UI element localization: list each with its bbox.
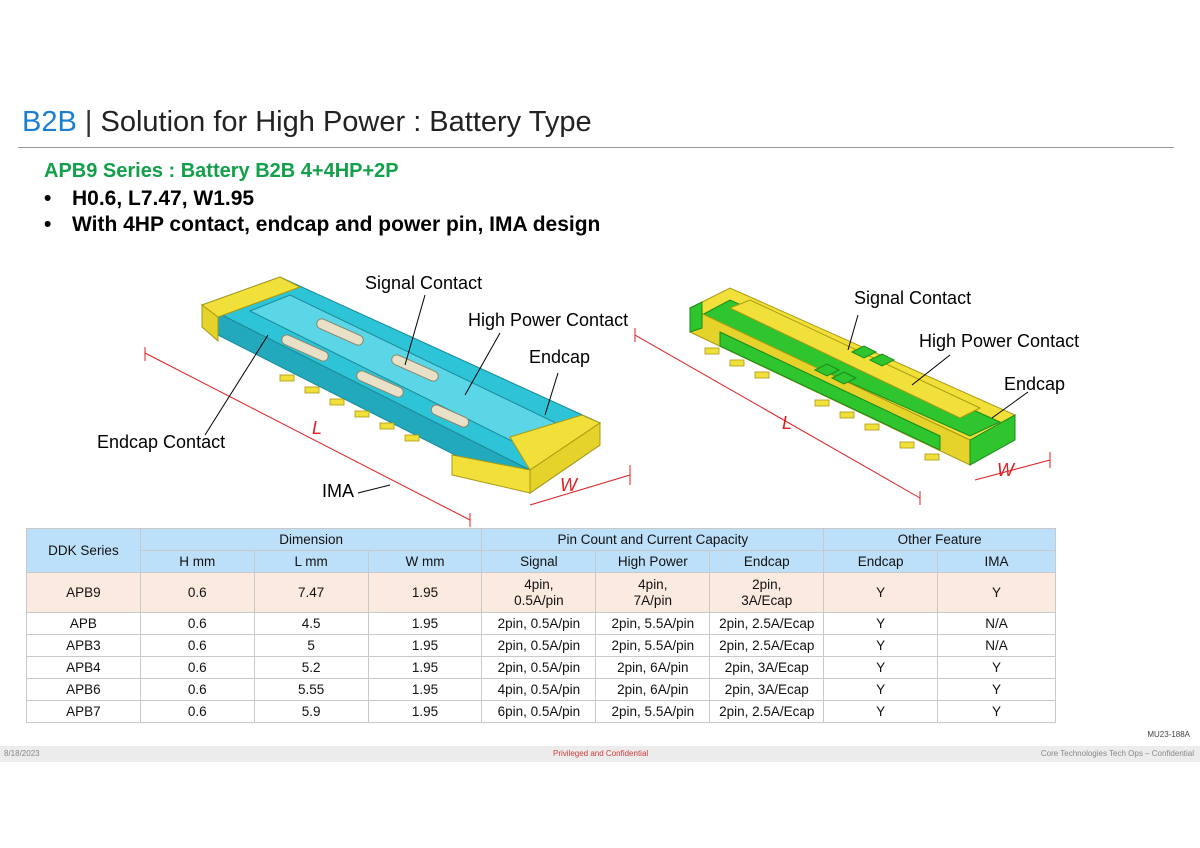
cell: 0.6 bbox=[140, 701, 254, 723]
callout-signal-contact: Signal Contact bbox=[365, 273, 483, 293]
cell: Y bbox=[938, 701, 1056, 723]
cell-line: 3A/Ecap bbox=[741, 592, 793, 608]
cell: 5 bbox=[254, 635, 368, 657]
cell: 2pin, 5.5A/pin bbox=[596, 613, 710, 635]
cell: N/A bbox=[938, 635, 1056, 657]
table-row bbox=[27, 635, 1056, 657]
doc-id: MU23-188A bbox=[1147, 730, 1190, 739]
header-col: L mm bbox=[254, 551, 368, 573]
callout-signal-contact: Signal Contact bbox=[854, 288, 972, 308]
cell: 2pin, 5.5A/pin bbox=[596, 635, 710, 657]
bullet-list bbox=[44, 187, 600, 239]
dim-width-label: W bbox=[560, 475, 577, 495]
callout-endcap: Endcap bbox=[1004, 374, 1066, 394]
header-group-pin-count: Pin Count and Current Capacity bbox=[482, 529, 824, 551]
cell: APB4 bbox=[27, 657, 141, 679]
cell: 0.6 bbox=[140, 657, 254, 679]
cell: 7.47 bbox=[254, 573, 368, 613]
cell bbox=[482, 573, 596, 613]
cell: 0.6 bbox=[140, 635, 254, 657]
cell: 1.95 bbox=[368, 657, 482, 679]
cell: 2pin, 3A/Ecap bbox=[710, 679, 824, 701]
cell: Y bbox=[824, 701, 938, 723]
cell-line: 7A/pin bbox=[633, 592, 672, 608]
cell: 1.95 bbox=[368, 679, 482, 701]
bullet-text: With 4HP contact, endcap and power pin, IMA design bbox=[72, 213, 601, 236]
cell: 4pin, 0.5A/pin bbox=[482, 679, 596, 701]
table-row bbox=[27, 701, 1056, 723]
header-col: W mm bbox=[368, 551, 482, 573]
connector-figure-left bbox=[90, 265, 650, 530]
cell: 2pin, 0.5A/pin bbox=[482, 635, 596, 657]
bullet-glyph: • bbox=[44, 187, 52, 210]
header-col: High Power bbox=[596, 551, 710, 573]
header-series: DDK Series bbox=[27, 529, 141, 573]
cell bbox=[596, 573, 710, 613]
cell: 6pin, 0.5A/pin bbox=[482, 701, 596, 723]
cell: 2pin, 6A/pin bbox=[596, 657, 710, 679]
bullet-item bbox=[44, 213, 600, 239]
dim-length-label: L bbox=[312, 418, 323, 438]
slide-title bbox=[22, 106, 592, 139]
spec-table bbox=[26, 528, 1056, 723]
cell: 2pin, 2.5A/Ecap bbox=[710, 701, 824, 723]
cell: Y bbox=[938, 657, 1056, 679]
cell: 2pin, 0.5A/pin bbox=[482, 657, 596, 679]
header-col: H mm bbox=[140, 551, 254, 573]
dim-width-label: W bbox=[997, 460, 1014, 480]
footer-bar bbox=[0, 746, 1200, 762]
cell: APB3 bbox=[27, 635, 141, 657]
title-text: Solution for High Power : Battery Type bbox=[100, 106, 592, 138]
cell: 2pin, 2.5A/Ecap bbox=[710, 613, 824, 635]
table-subheader-row bbox=[27, 551, 1056, 573]
series-subtitle: APB9 Series : Battery B2B 4+4HP+2P bbox=[44, 160, 399, 182]
footer-date: 8/18/2023 bbox=[4, 749, 40, 758]
bullet-glyph: • bbox=[44, 213, 52, 236]
cell: 4.5 bbox=[254, 613, 368, 635]
cell: N/A bbox=[938, 613, 1056, 635]
cell: Y bbox=[824, 679, 938, 701]
cell: 2pin, 6A/pin bbox=[596, 679, 710, 701]
cell-line: 4pin, bbox=[638, 576, 668, 592]
header-col: Signal bbox=[482, 551, 596, 573]
header-group-other: Other Feature bbox=[824, 529, 1056, 551]
callout-ima: IMA bbox=[322, 481, 355, 501]
cell: 5.9 bbox=[254, 701, 368, 723]
footer-confidential: Privileged and Confidential bbox=[553, 749, 649, 758]
table-row bbox=[27, 679, 1056, 701]
callout-endcap: Endcap bbox=[529, 347, 591, 367]
cell bbox=[710, 573, 824, 613]
header-group-dimension: Dimension bbox=[140, 529, 482, 551]
cell: Y bbox=[824, 635, 938, 657]
header-col: Endcap bbox=[824, 551, 938, 573]
table-row bbox=[27, 657, 1056, 679]
cell: 1.95 bbox=[368, 613, 482, 635]
cell: 0.6 bbox=[140, 679, 254, 701]
cell: Y bbox=[938, 573, 1056, 613]
header-col: Endcap bbox=[710, 551, 824, 573]
connector-figure-right bbox=[620, 280, 1090, 505]
cell: 0.6 bbox=[140, 573, 254, 613]
cell: APB9 bbox=[27, 573, 141, 613]
title-accent: B2B bbox=[22, 106, 77, 138]
table-row-highlight bbox=[27, 573, 1056, 613]
title-separator: | bbox=[76, 106, 101, 138]
cell: 5.55 bbox=[254, 679, 368, 701]
cell: 0.6 bbox=[140, 613, 254, 635]
cell: 5.2 bbox=[254, 657, 368, 679]
footer-owner: Core Technologies Tech Ops – Confidential bbox=[1040, 749, 1194, 758]
cell: APB6 bbox=[27, 679, 141, 701]
cell: Y bbox=[938, 679, 1056, 701]
cell: APB bbox=[27, 613, 141, 635]
callout-high-power-contact: High Power Contact bbox=[468, 310, 629, 330]
cell: 2pin, 3A/Ecap bbox=[710, 657, 824, 679]
cell: Y bbox=[824, 573, 938, 613]
cell-line: 0.5A/pin bbox=[514, 592, 564, 608]
cell: Y bbox=[824, 657, 938, 679]
cell: Y bbox=[824, 613, 938, 635]
cell: APB7 bbox=[27, 701, 141, 723]
cell: 1.95 bbox=[368, 635, 482, 657]
cell-line: 2pin, bbox=[752, 576, 782, 592]
cell: 2pin, 2.5A/Ecap bbox=[710, 635, 824, 657]
header-col: IMA bbox=[938, 551, 1056, 573]
title-divider bbox=[18, 147, 1174, 148]
table-row bbox=[27, 613, 1056, 635]
bullet-text: H0.6, L7.47, W1.95 bbox=[72, 187, 255, 210]
dim-length-label: L bbox=[782, 413, 793, 433]
bullet-item bbox=[44, 187, 600, 213]
cell: 2pin, 0.5A/pin bbox=[482, 613, 596, 635]
cell: 1.95 bbox=[368, 701, 482, 723]
cell: 2pin, 5.5A/pin bbox=[596, 701, 710, 723]
callout-high-power-contact: High Power Contact bbox=[919, 331, 1080, 351]
callout-endcap-contact: Endcap Contact bbox=[97, 432, 226, 452]
cell: 1.95 bbox=[368, 573, 482, 613]
table-header-row bbox=[27, 529, 1056, 551]
cell-line: 4pin, bbox=[524, 576, 554, 592]
